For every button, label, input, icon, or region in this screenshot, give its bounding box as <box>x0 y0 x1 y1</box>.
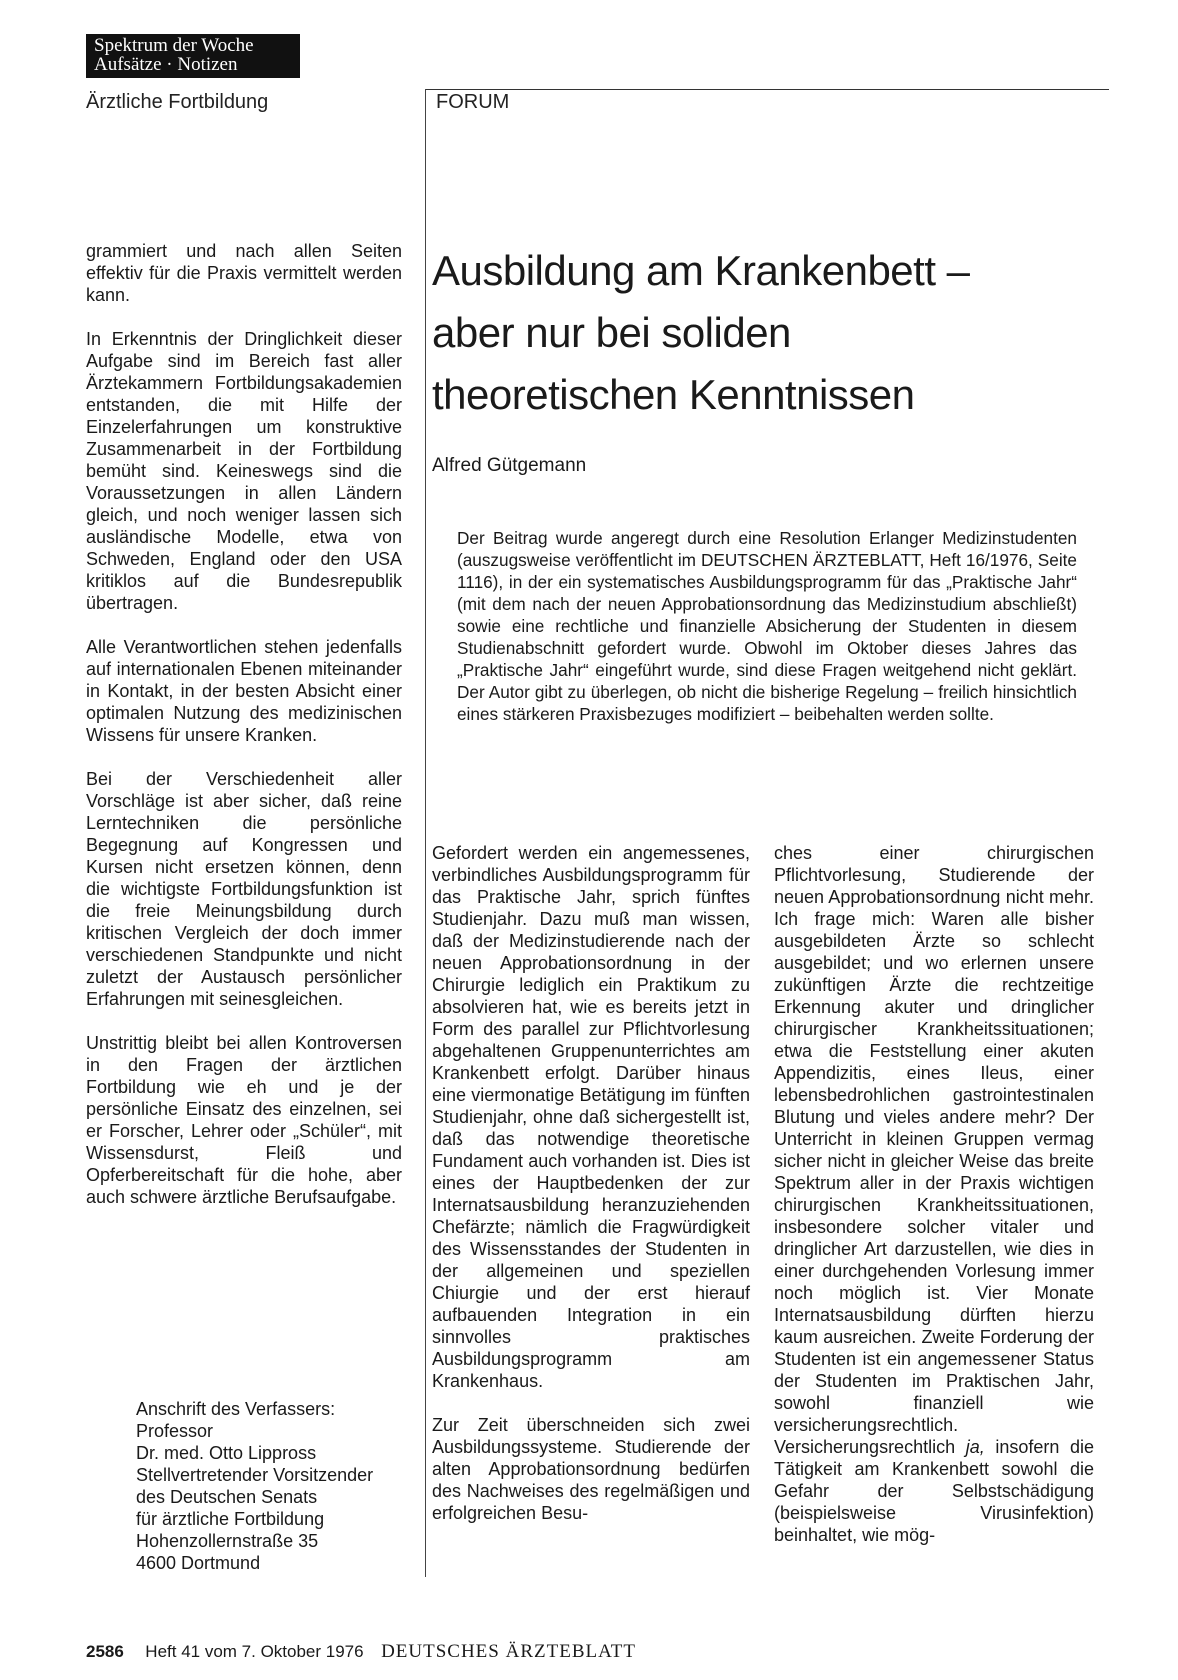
address-line: Stellvertretender Vorsitzender <box>136 1465 374 1485</box>
masthead-box <box>86 34 300 78</box>
masthead-line-2: Aufsätze · Notizen <box>94 54 238 75</box>
page-footer <box>86 1641 636 1663</box>
left-paragraph: Bei der Verschiedenheit aller Vorschläge ist aber sicher, daß reine Lerntechniken die persönliche Begegnung auf Kongressen und Kursen nicht ersetzen können, denn die wichtigste Fortbildungsfunktion ist die freie Meinungsbildung durch kritischen Vergleich der doch immer verschiedenen Standpunkte und nicht zuletzt der Austausch persönlicher Erfahrungen mit seinesgleichen. <box>86 769 402 1009</box>
left-paragraph: In Erkenntnis der Dringlichkeit dieser Aufgabe sind im Bereich fast aller Ärztekammern Fortbildungsakademien entstanden, die mit Hilfe der Einzelerfahrungen um konstruktive Zusammenarbeit in der Fortbildung bemüht sind. Keineswegs sind die Voraussetzungen in allen Ländern gleich, und noch weniger lassen sich ausländische Modelle, etwa von Schweden, England oder den USA kritiklos auf die Bundesrepublik übertragen. <box>86 329 402 613</box>
issue-info: Heft 41 vom 7. Oktober 1976 <box>145 1642 364 1661</box>
right-text-part-2: insofern die Tätigkeit am Krankenbett sowohl die Gefahr der Selbstschädigung (beispielsweise Virusinfektion) beinhaltet, wie mög- <box>774 1437 1094 1545</box>
article-author: Alfred Gütgemann <box>432 455 587 476</box>
left-paragraph: Unstrittig bleibt bei allen Kontroversen in den Fragen der ärztlichen Fortbildung wie eh und je der persönliche Einsatz des einzelnen, sei er Forscher, Lehrer oder „Schüler“, mit Wissensdurst, Fleiß und Opferbereitschaft für die hohe, aber auch schwere ärztliche Berufsaufgabe. <box>86 1033 402 1207</box>
address-line: Professor <box>136 1421 214 1441</box>
article-title <box>432 240 1072 426</box>
right-text-italic: ja, <box>965 1437 985 1457</box>
left-column <box>86 240 402 1208</box>
title-line-3: theoretischen Kenntnissen <box>432 371 915 418</box>
address-line: 4600 Dortmund <box>136 1553 261 1573</box>
middle-paragraph: Zur Zeit überschneiden sich zwei Ausbildungssysteme. Studierende der alten Approbationsordnung bedürfen des Nachweises des regelmäßigen und erfolgreichen Besu- <box>432 1415 750 1523</box>
address-line: Hohenzollernstraße 35 <box>136 1531 319 1551</box>
right-paragraph <box>774 842 1094 1546</box>
title-line-2: aber nur bei soliden <box>432 309 791 356</box>
middle-paragraph: Gefordert werden ein angemessenes, verbindliches Ausbildungsprogramm für das Praktische Jahr, sprich fünftes Studienjahr. Dazu muß man wissen, daß der Medizinstudierende nach der neuen Approbationsordnung in der Chirurgie lediglich ein Praktikum zu absolvieren hat, wie es bereits jetzt in Form des parallel zur Pflichtvorlesung abgehaltenen Gruppenunterrichtes am Krankenbett erfolgt. Darüber hinaus eine viermonatige Betätigung im fünften Studienjahr, ohne daß sichergestellt ist, daß das notwendige theoretische Fundament auch vorhanden ist. Dies ist eines der Hauptbedenken der zur Internatsausbildung heranzuziehenden Chefärzte; nämlich die Fragwürdigkeit des Wissensstandes der Studenten in der allgemeinen und speziellen Chiurgie und der erst hierauf aufbauenden Integration in ein sinnvolles praktisches Ausbildungsprogramm am Krankenhaus. <box>432 843 750 1391</box>
left-paragraph: grammiert und nach allen Seiten effektiv für die Praxis vermittelt werden kann. <box>86 241 402 305</box>
left-paragraph: Alle Verantwortlichen stehen jedenfalls auf internationalen Ebenen miteinander in Kontakt, in der besten Absicht einer optimalen Nutzung des medizinischen Wissens für unsere Kranken. <box>86 637 402 745</box>
page-number: 2586 <box>86 1642 124 1661</box>
right-text-part-1: ches einer chirurgischen Pflichtvorlesung, Studierende der neuen Approbationsordnung nicht mehr. Ich frage mich: Waren alle bisher ausgebildeten Ärzte so schlecht ausgebildet; und wo erlernen unsere zukünftigen Ärzte die rechtzeitige Erkennung akuter und dringlicher chirurgischer Krankheitssituationen; etwa die Feststellung einer akuten Appendizitis, eines Ileus, einer lebensbedrohlichen gastrointestinalen Blutung und vieles andere mehr? Der Unterricht in kleinen Gruppen vermag sicher nicht in gleicher Weise das breite Spektrum aller in der Praxis wichtigen chirurgischen Krankheitssituationen, insbesondere solcher vitaler und dringlicher Art darzustellen, wie dies in einer durchgehenden Vorlesung immer noch möglich ist. Vier Monate Internatsausbildung dürften hierzu kaum ausreichen. Zweite Forderung der Studenten ist ein angemessener Status der Studenten im Praktischen Jahr, sowohl finanziell wie versicherungsrechtlich. Versicherungsrechtlich <box>774 843 1094 1457</box>
address-line: Dr. med. Otto Lippross <box>136 1443 317 1463</box>
right-column <box>774 842 1094 1546</box>
address-line: Anschrift des Verfassers: <box>136 1399 336 1419</box>
address-line: für ärztliche Fortbildung <box>136 1509 325 1529</box>
section-label-left: Ärztliche Fortbildung <box>86 91 269 113</box>
column-divider <box>425 89 426 1577</box>
article-abstract: Der Beitrag wurde angeregt durch eine Resolution Erlanger Medizinstudenten (auszugsweise veröffentlicht im DEUTSCHEN ÄRZTEBLATT, Heft 16/1976, Seite 1116), in der ein systematisches Ausbildungsprogramm für das „Praktische Jahr“ (mit dem nach der neuen Approbationsordnung das Medizinstudium abschließt) sowie eine rechtliche und finanzielle Absicherung der Studenten in diesem Studienabschnitt gefordert wurde. Obwohl im Oktober dieses Jahres das „Praktische Jahr“ eingeführt wurde, sind diese Fragen weitgehend nicht geklärt. Der Autor gibt zu überlegen, ob nicht die bisherige Regelung – freilich hinsichtlich eines stärkeren Praxisbezuges modifiziert – beibehalten werden sollte. <box>457 528 1077 724</box>
journal-name: DEUTSCHES ÄRZTEBLATT <box>381 1641 636 1662</box>
address-line: des Deutschen Senats <box>136 1487 318 1507</box>
title-line-1: Ausbildung am Krankenbett – <box>432 247 970 294</box>
middle-column <box>432 842 750 1524</box>
masthead-line-1: Spektrum der Woche <box>94 35 254 56</box>
section-label-right: FORUM <box>436 91 510 113</box>
author-address <box>136 1398 373 1574</box>
header-rule <box>425 89 1109 90</box>
